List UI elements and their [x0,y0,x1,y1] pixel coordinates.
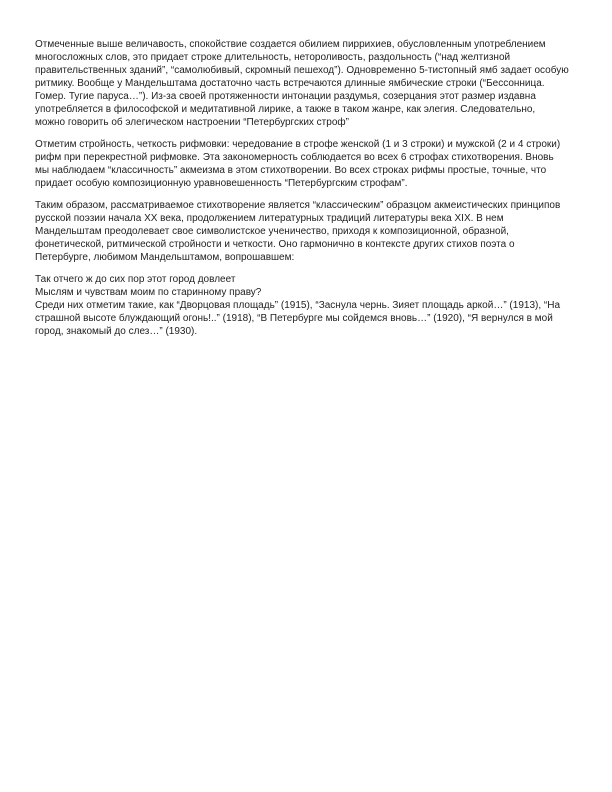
text-line: Среди них отметим такие, как “Дворцовая площадь” (1915), “Заснула чернь. Зияет площадь аркой…” (1913), “На [35,300,560,311]
text-line: придает особую композиционную уравновешенность “Петербургским строфам”. [35,178,408,189]
text-line: мы наблюдаем “классичность” акмеизма в этом стихотворении. Во всех строках рифмы простые, точные, что [35,165,547,176]
text-line: употребляется в философской и медитативной лирике, а также в таком жанре, как элегия. Следовательно, [35,104,536,115]
text-line: Петербурге, любимом Мандельштамом, вопрошавшем: [35,252,295,263]
text-line: можно говорить об элегическом настроении “Петербургских строф” [35,117,349,128]
text-line: страшной высоте блуждающий огонь!..” (1918), “В Петербурге мы сойдемся вновь…” (1920), “Я вернулся в мой [35,313,553,324]
text-line: Гомер. Тугие паруса…”). Из-за своей протяженности интонации раздумья, созерцания этот размер издавна [35,91,536,102]
quote-and-closing [35,273,587,338]
paragraph-conclusion [35,199,587,264]
text-line: Отмеченные выше величавость, спокойствие создается обилием пиррихиев, обусловленным употреблением [35,39,546,50]
text-line: Таким образом, рассматриваемое стихотворение является “классическим” образцом акмеистических принципов [35,200,561,211]
text-line: город, знакомый до слез…” (1930). [35,326,198,337]
paragraph-rhyme [35,138,587,190]
paragraph-metrics [35,38,587,129]
text-line: многосложных слов, это придает строке длительность, нетороливость, раздольность (“над желтизной [35,52,511,63]
text-line: ритмику. Вообще у Мандельштама достаточно часть встречаются длинные ямбические строки (“Бессонница. [35,78,545,89]
text-line: русской поэзии начала XX века, продолжением литературных традиций литературы века XIX. В нем [35,213,504,224]
text-line: рифм при перекрестной рифмовке. Эта закономерность соблюдается во всех 6 строфах стихотворения. Вновь [35,152,554,163]
text-line: фонетической, ритмической стройности и четкости. Оно гармонично в контексте других стихов поэта о [35,239,515,250]
text-line: правительственных зданий”, “самолюбивый, скромный пешеход”). Одновременно 5-тистопный ямб задает особую [35,65,569,76]
poem-quote-line: Мыслям и чувствам моим по старинному праву? [35,287,262,298]
poem-quote-line: Так отчего ж до сих пор этот город довлеет [35,274,236,285]
text-line: Отметим стройность, четкость рифмовки: чередование в строфе женской (1 и 3 строки) и мужской (2 и 4 строки) [35,139,561,150]
document-page [35,38,587,338]
text-line: Мандельштам преодолевает свое символистское ученичество, приходя к композиционной, образной, [35,226,509,237]
